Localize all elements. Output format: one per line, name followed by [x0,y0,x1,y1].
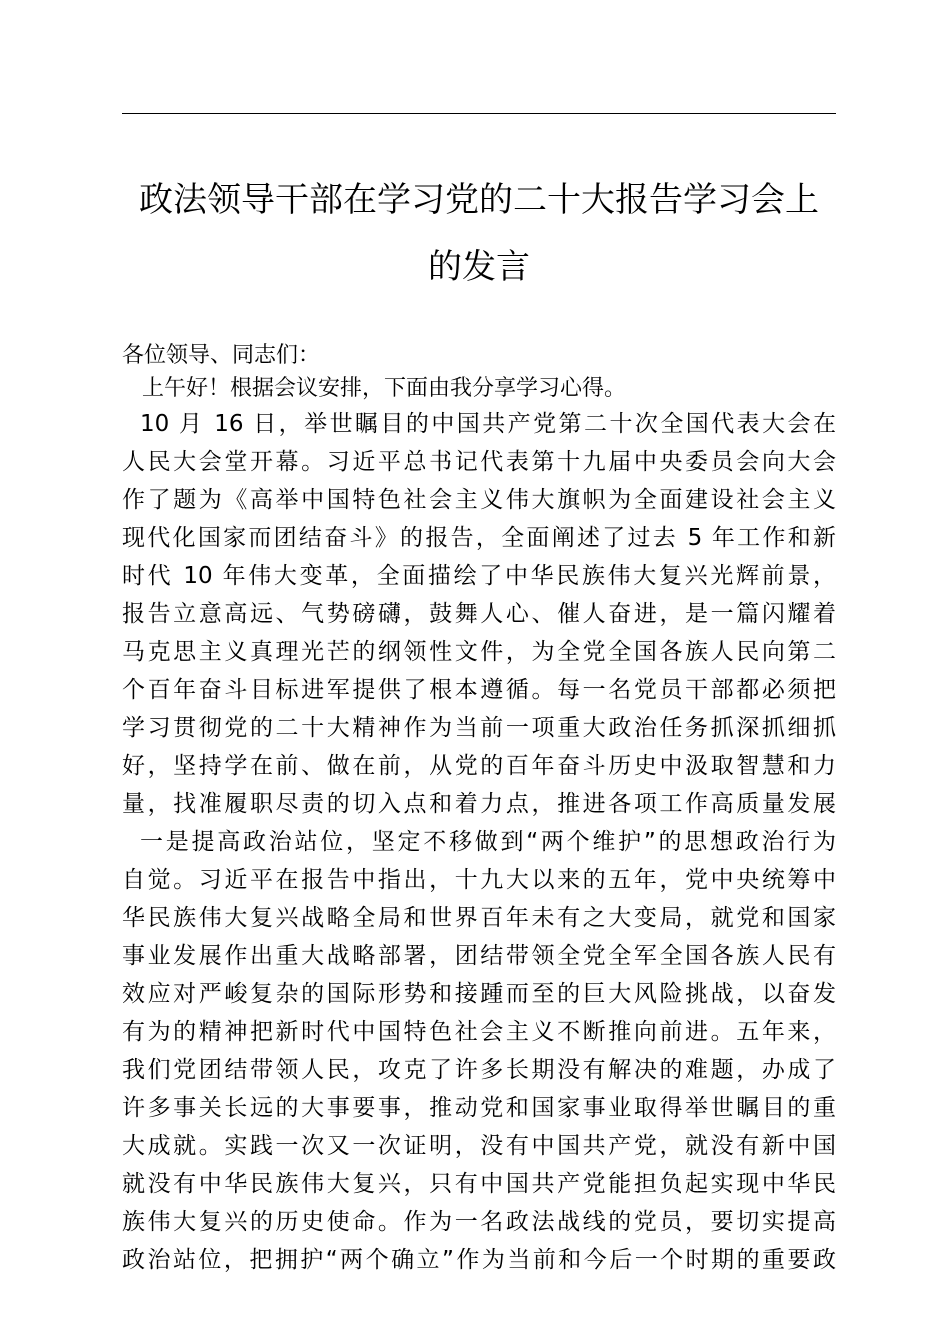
body-line: 一是提高政治站位，坚定不移做到“两个维护”的思想政治行为 [140,829,836,855]
body-line: 作了题为《高举中国特色社会主义伟大旗帜为全面建设社会主义 [122,487,836,513]
header-rule [122,113,836,114]
body-line: 族伟大复兴的历史使命。作为一名政法战线的党员，要切实提高 [122,1209,836,1235]
body-line: 好，坚持学在前、做在前，从党的百年奋斗历史中汲取智慧和力 [122,753,836,779]
body-line: 马克思主义真理光芒的纲领性文件，为全党全国各族人民向第二 [122,639,836,665]
body-line: 现代化国家而团结奋斗》的报告，全面阐述了过去 5 年工作和新 [122,525,836,551]
body-line: 政治站位，把拥护“两个确立”作为当前和今后一个时期的重要政 [122,1247,836,1273]
body-line: 个百年奋斗目标进军提供了根本遵循。每一名党员干部都必须把 [122,677,836,703]
document-title-line-1: 政法领导干部在学习党的二十大报告学习会上 [139,180,819,220]
greeting-paragraph: 上午好！根据会议安排，下面由我分享学习心得。 [142,376,627,401]
body-line: 量，找准履职尽责的切入点和着力点，推进各项工作高质量发展 [122,791,836,817]
body-line: 自觉。习近平在报告中指出，十九大以来的五年，党中央统筹中 [122,867,836,893]
body-line: 报告立意高远、气势磅礴，鼓舞人心、催人奋进，是一篇闪耀着 [122,601,836,627]
body-line: 大成就。实践一次又一次证明，没有中国共产党，就没有新中国 [122,1133,836,1159]
body-line: 许多事关长远的大事要事，推动党和国家事业取得举世瞩目的重 [122,1095,836,1121]
body-line: 效应对严峻复杂的国际形势和接踵而至的巨大风险挑战，以奋发 [122,981,836,1007]
document-body [122,405,836,1279]
body-line: 我们党团结带领人民，攻克了许多长期没有解决的难题，办成了 [122,1057,836,1083]
body-line: 事业发展作出重大战略部署，团结带领全党全军全国各族人民有 [122,943,836,969]
body-line: 10 月 16 日，举世瞩目的中国共产党第二十次全国代表大会在 [140,411,836,437]
body-line: 有为的精神把新时代中国特色社会主义不断推向前进。五年来， [122,1019,836,1045]
salutation: 各位领导、同志们： [122,343,321,368]
body-line: 华民族伟大复兴战略全局和世界百年未有之大变局，就党和国家 [122,905,836,931]
body-line: 人民大会堂开幕。习近平总书记代表第十九届中央委员会向大会 [122,449,836,475]
document-title-line-2: 的发言 [428,247,530,287]
body-line: 就没有中华民族伟大复兴，只有中国共产党能担负起实现中华民 [122,1171,836,1197]
body-line: 学习贯彻党的二十大精神作为当前一项重大政治任务抓深抓细抓 [122,715,836,741]
body-line: 时代 10 年伟大变革，全面描绘了中华民族伟大复兴光辉前景， [122,563,836,589]
